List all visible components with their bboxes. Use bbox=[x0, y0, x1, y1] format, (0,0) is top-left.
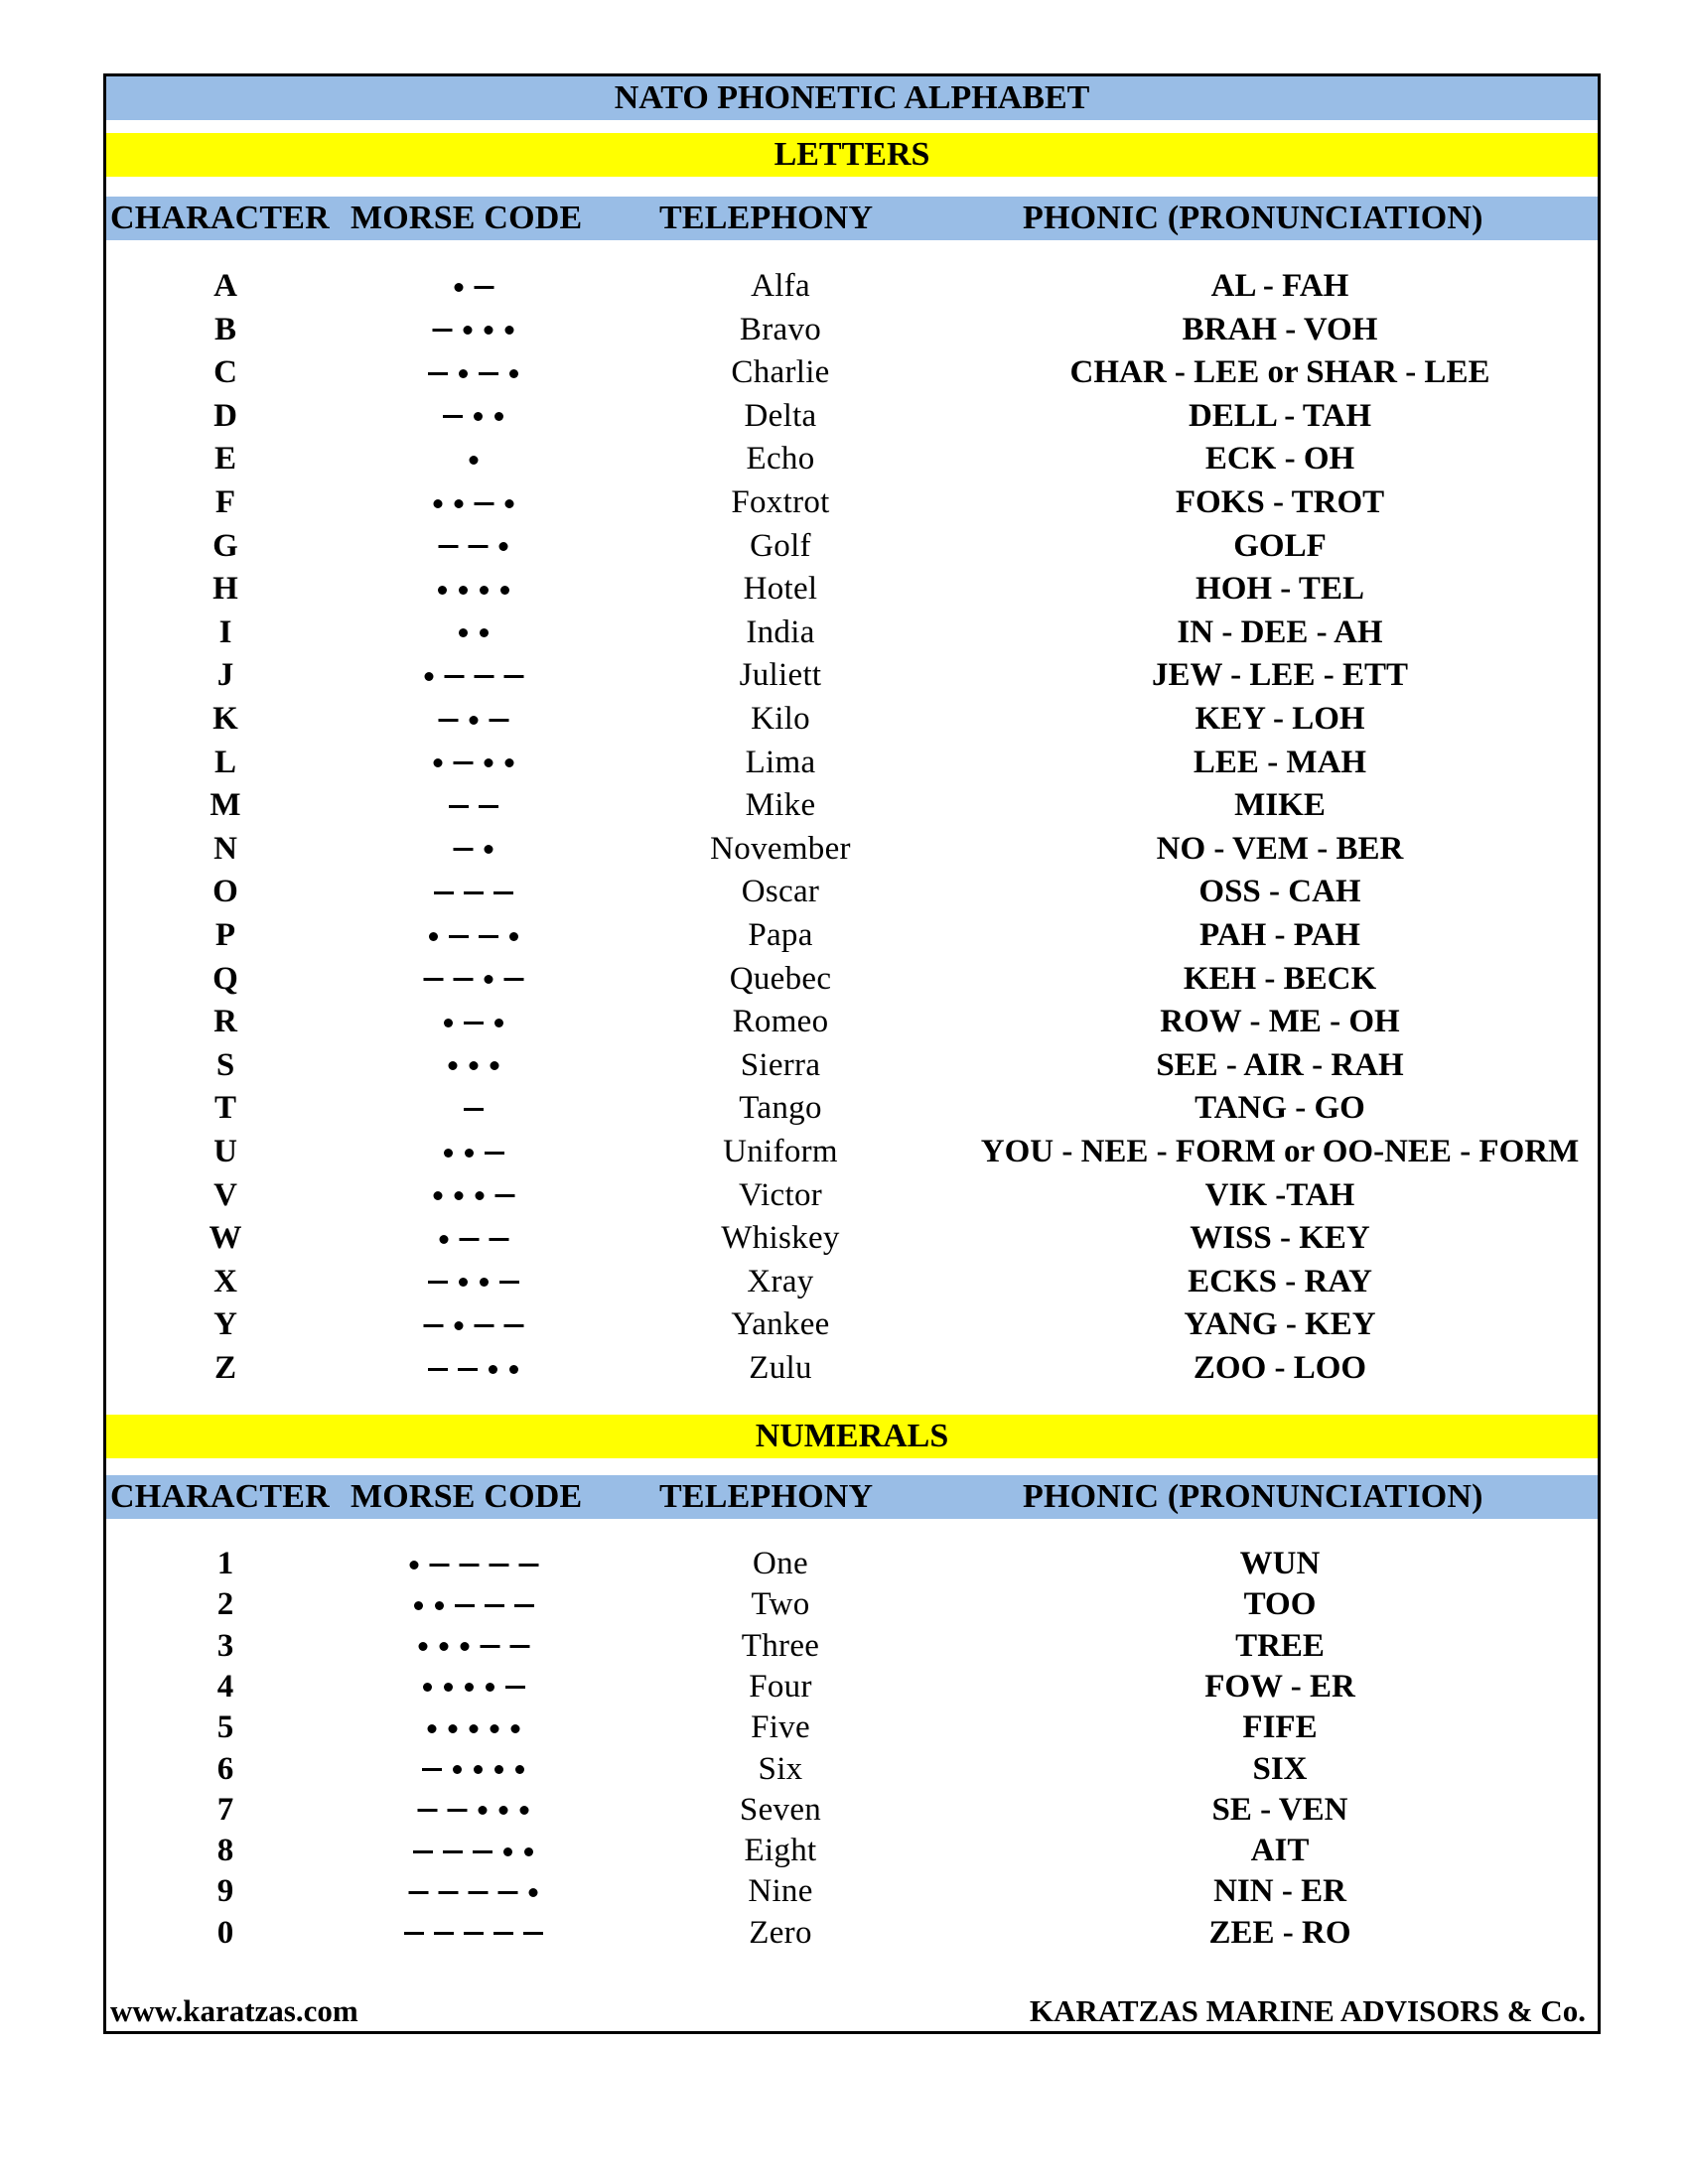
morse-dot bbox=[503, 1847, 512, 1856]
morse-dot bbox=[434, 499, 443, 508]
morse-dot bbox=[434, 1191, 443, 1200]
morse-dot bbox=[511, 1724, 520, 1733]
morse-dot bbox=[428, 1724, 437, 1733]
row-phonic: ECK - OH bbox=[1204, 441, 1355, 478]
morse-dash bbox=[460, 1238, 480, 1241]
morse-dot bbox=[429, 932, 438, 941]
morse-dot bbox=[494, 1019, 503, 1027]
letters-section-label: LETTERS bbox=[774, 136, 930, 173]
morse-dash bbox=[449, 805, 469, 808]
row-morse-code bbox=[413, 1628, 535, 1666]
morse-dash bbox=[464, 1932, 484, 1935]
page-title: NATO PHONETIC ALPHABET bbox=[614, 79, 1090, 116]
morse-dash bbox=[523, 1932, 543, 1935]
row-telephony: Sierra bbox=[740, 1046, 821, 1083]
morse-dash bbox=[443, 415, 463, 418]
row-phonic: IN - DEE - AH bbox=[1177, 614, 1383, 650]
row-character: I bbox=[218, 614, 232, 650]
row-telephony: Oscar bbox=[741, 874, 820, 910]
morse-dot bbox=[461, 1642, 470, 1651]
morse-dot bbox=[529, 1888, 538, 1897]
row-telephony: Delta bbox=[744, 397, 817, 434]
row-telephony: Romeo bbox=[732, 1004, 829, 1040]
morse-dot bbox=[505, 326, 514, 335]
row-character: 2 bbox=[216, 1586, 234, 1623]
column-header-morse: MORSE CODE bbox=[351, 1478, 583, 1515]
row-phonic: SEE - AIR - RAH bbox=[1156, 1046, 1404, 1083]
morse-dot bbox=[444, 1683, 453, 1692]
morse-dash bbox=[475, 502, 494, 505]
row-telephony: Alfa bbox=[751, 268, 810, 304]
row-morse-code bbox=[408, 1833, 539, 1870]
row-character: 7 bbox=[216, 1791, 234, 1828]
morse-dot bbox=[440, 1642, 449, 1651]
row-character: K bbox=[212, 701, 238, 737]
row-morse-code bbox=[423, 354, 524, 392]
row-character: R bbox=[213, 1004, 237, 1040]
morse-dash bbox=[428, 372, 448, 375]
row-character: N bbox=[213, 830, 237, 867]
row-morse-code bbox=[449, 268, 499, 306]
row-morse-code bbox=[428, 484, 520, 522]
morse-dash bbox=[439, 1891, 459, 1894]
row-telephony: Yankee bbox=[731, 1306, 830, 1343]
row-phonic: FOKS - TROT bbox=[1175, 484, 1385, 520]
row-telephony: One bbox=[753, 1546, 808, 1581]
row-character: S bbox=[215, 1046, 235, 1083]
row-morse-code bbox=[399, 1915, 548, 1953]
row-morse-code bbox=[419, 1306, 529, 1344]
morse-dot bbox=[438, 586, 447, 595]
morse-dash bbox=[479, 372, 498, 375]
row-phonic: KEH - BECK bbox=[1183, 960, 1377, 997]
morse-dot bbox=[494, 412, 503, 421]
row-character: L bbox=[213, 744, 237, 780]
row-phonic: YOU - NEE - FORM or OO-NEE - FORM bbox=[980, 1134, 1580, 1169]
row-phonic: NO - VEM - BER bbox=[1156, 830, 1404, 867]
morse-dot bbox=[449, 1061, 458, 1070]
row-phonic: TREE bbox=[1235, 1627, 1325, 1664]
morse-dot bbox=[485, 326, 493, 335]
row-telephony: Golf bbox=[750, 527, 811, 564]
row-morse-code bbox=[413, 1792, 535, 1830]
morse-dash bbox=[464, 1108, 484, 1111]
row-telephony: Zulu bbox=[749, 1350, 812, 1386]
morse-dash bbox=[433, 329, 453, 332]
row-character: E bbox=[213, 441, 237, 478]
row-phonic: YANG - KEY bbox=[1184, 1306, 1376, 1343]
row-phonic: HOH - TEL bbox=[1196, 571, 1364, 608]
morse-dash bbox=[404, 1932, 424, 1935]
morse-dot bbox=[459, 586, 468, 595]
row-morse-code bbox=[422, 1709, 526, 1747]
morse-dash bbox=[454, 761, 474, 764]
row-morse-code bbox=[423, 917, 524, 955]
morse-dash bbox=[418, 1809, 438, 1812]
morse-dash bbox=[481, 1645, 500, 1648]
row-character: M bbox=[210, 787, 241, 824]
morse-dot bbox=[474, 412, 483, 421]
footer-website[interactable]: www.karatzas.com bbox=[110, 1993, 358, 2028]
footer-company: KARATZAS MARINE ADVISORS & Co. bbox=[1029, 1993, 1586, 2028]
row-phonic: AIT bbox=[1250, 1833, 1310, 1869]
row-phonic: BRAH - VOH bbox=[1182, 311, 1378, 347]
row-phonic: NIN - ER bbox=[1213, 1873, 1346, 1910]
morse-dot bbox=[491, 1724, 499, 1733]
row-telephony: Nine bbox=[748, 1873, 813, 1910]
morse-dash bbox=[493, 1932, 513, 1935]
morse-dot bbox=[455, 283, 464, 292]
morse-dash bbox=[439, 545, 459, 548]
morse-dot bbox=[474, 1765, 483, 1774]
row-character: U bbox=[213, 1134, 237, 1169]
row-telephony: Echo bbox=[746, 441, 815, 478]
column-header-telephony: TELEPHONY bbox=[659, 200, 874, 236]
row-morse-code bbox=[423, 1264, 524, 1301]
row-morse-code bbox=[434, 1220, 514, 1258]
row-phonic: KEY - LOH bbox=[1195, 701, 1365, 737]
row-morse-code bbox=[419, 961, 529, 999]
row-phonic: VIK -TAH bbox=[1204, 1176, 1355, 1213]
row-phonic: AL - FAH bbox=[1210, 268, 1349, 304]
row-phonic: SIX bbox=[1252, 1750, 1308, 1787]
morse-dot bbox=[479, 1806, 488, 1815]
morse-dot bbox=[440, 1235, 449, 1244]
morse-dot bbox=[470, 1061, 479, 1070]
row-morse-code bbox=[429, 874, 518, 911]
morse-dot bbox=[486, 1683, 494, 1692]
morse-dot bbox=[480, 586, 489, 595]
column-header-phonic: PHONIC (PRONUNCIATION) bbox=[1023, 1478, 1483, 1515]
morse-dash bbox=[455, 1604, 475, 1607]
row-phonic: TANG - GO bbox=[1195, 1090, 1365, 1127]
morse-dot bbox=[464, 326, 473, 335]
morse-dot bbox=[470, 716, 479, 725]
row-telephony: India bbox=[746, 614, 815, 650]
morse-dot bbox=[509, 1365, 518, 1374]
row-morse-code bbox=[453, 614, 494, 652]
row-telephony: Hotel bbox=[743, 571, 818, 608]
row-phonic: WUN bbox=[1239, 1546, 1321, 1581]
row-phonic: TOO bbox=[1243, 1586, 1317, 1623]
morse-dash bbox=[519, 1564, 539, 1567]
morse-dash bbox=[458, 1368, 478, 1371]
morse-dot bbox=[499, 1806, 508, 1815]
morse-dash bbox=[505, 1686, 525, 1689]
morse-dash bbox=[495, 1194, 515, 1197]
morse-dot bbox=[494, 1765, 503, 1774]
morse-dash bbox=[479, 805, 498, 808]
row-telephony: Uniform bbox=[723, 1134, 838, 1169]
morse-dash bbox=[422, 1768, 442, 1771]
morse-dot bbox=[509, 369, 518, 378]
morse-dot bbox=[515, 1765, 524, 1774]
morse-dot bbox=[509, 932, 518, 941]
row-character: Y bbox=[213, 1306, 237, 1343]
row-character: X bbox=[213, 1263, 237, 1299]
morse-dash bbox=[445, 675, 465, 678]
morse-dash bbox=[409, 1891, 429, 1894]
morse-dash bbox=[490, 1238, 509, 1241]
morse-dot bbox=[459, 628, 468, 637]
morse-dash bbox=[469, 1891, 489, 1894]
morse-dot bbox=[505, 758, 514, 767]
row-phonic: PAH - PAH bbox=[1199, 917, 1360, 953]
row-character: Q bbox=[212, 960, 238, 997]
row-morse-code bbox=[434, 528, 514, 566]
morse-dot bbox=[524, 1847, 533, 1856]
column-header-phonic: PHONIC (PRONUNCIATION) bbox=[1023, 200, 1483, 236]
morse-dash bbox=[498, 1891, 518, 1894]
row-telephony: Eight bbox=[744, 1833, 817, 1869]
morse-dash bbox=[449, 935, 469, 938]
morse-dash bbox=[454, 978, 474, 981]
row-character: C bbox=[213, 354, 237, 391]
row-morse-code bbox=[434, 701, 514, 739]
row-phonic: GOLF bbox=[1233, 527, 1327, 564]
row-character: 9 bbox=[216, 1873, 234, 1910]
row-phonic: FIFE bbox=[1242, 1709, 1318, 1746]
morse-dash bbox=[464, 891, 484, 894]
morse-dot bbox=[470, 1724, 479, 1733]
morse-dot bbox=[444, 1149, 453, 1158]
row-morse-code bbox=[404, 1873, 544, 1911]
morse-dot bbox=[410, 1561, 419, 1570]
row-morse-code bbox=[404, 1546, 544, 1583]
row-character: J bbox=[216, 657, 234, 694]
row-telephony: Two bbox=[751, 1586, 810, 1623]
letters-section-bar bbox=[106, 133, 1598, 177]
row-telephony: Three bbox=[741, 1627, 820, 1664]
row-telephony: Papa bbox=[748, 917, 813, 953]
morse-dot bbox=[480, 1278, 489, 1287]
row-phonic: FOW - ER bbox=[1204, 1668, 1355, 1705]
morse-dash bbox=[490, 719, 509, 722]
morse-dash bbox=[443, 1850, 463, 1853]
morse-dot bbox=[491, 1061, 499, 1070]
row-morse-code bbox=[432, 571, 515, 609]
row-character: 5 bbox=[216, 1709, 234, 1746]
row-morse-code bbox=[459, 1090, 489, 1128]
row-telephony: Juliett bbox=[739, 657, 822, 694]
row-telephony: November bbox=[710, 830, 851, 867]
row-telephony: Seven bbox=[739, 1791, 822, 1828]
morse-dot bbox=[455, 1321, 464, 1330]
row-phonic: ZEE - RO bbox=[1208, 1914, 1351, 1951]
row-phonic: OSS - CAH bbox=[1198, 874, 1361, 910]
numerals-column-header bbox=[106, 1475, 1598, 1519]
letters-column-header bbox=[106, 197, 1598, 240]
row-morse-code bbox=[443, 1047, 505, 1085]
morse-dash bbox=[493, 891, 513, 894]
morse-dot bbox=[505, 499, 514, 508]
morse-dash bbox=[439, 719, 459, 722]
morse-dot bbox=[435, 1601, 444, 1610]
morse-dot bbox=[476, 1191, 485, 1200]
row-telephony: Mike bbox=[745, 787, 816, 824]
morse-dot bbox=[520, 1806, 529, 1815]
morse-dash bbox=[424, 978, 444, 981]
morse-dash bbox=[413, 1850, 433, 1853]
row-morse-code bbox=[423, 1350, 524, 1388]
morse-dot bbox=[425, 672, 434, 681]
column-header-morse: MORSE CODE bbox=[351, 200, 583, 236]
morse-dot bbox=[419, 1642, 428, 1651]
morse-dash bbox=[499, 1281, 519, 1284]
morse-dash bbox=[434, 891, 454, 894]
row-character: Z bbox=[213, 1350, 237, 1386]
morse-dash bbox=[460, 1564, 480, 1567]
morse-dash bbox=[424, 1324, 444, 1327]
row-telephony: Foxtrot bbox=[731, 484, 830, 520]
row-character: D bbox=[213, 397, 237, 434]
row-telephony: Victor bbox=[738, 1176, 823, 1213]
morse-dash bbox=[448, 1809, 468, 1812]
morse-dot bbox=[500, 586, 509, 595]
morse-dot bbox=[434, 758, 443, 767]
row-phonic: ECKS - RAY bbox=[1188, 1263, 1372, 1299]
row-character: W bbox=[209, 1220, 242, 1257]
morse-dot bbox=[485, 975, 493, 984]
row-telephony: Xray bbox=[747, 1263, 814, 1299]
morse-dash bbox=[510, 1645, 530, 1648]
phonetic-alphabet-sheet bbox=[103, 73, 1601, 2034]
morse-dot bbox=[485, 758, 493, 767]
row-character: 4 bbox=[216, 1668, 234, 1705]
morse-dot bbox=[485, 845, 493, 854]
row-telephony: Whiskey bbox=[721, 1220, 840, 1257]
title-bar bbox=[106, 76, 1598, 120]
row-phonic: JEW - LEE - ETT bbox=[1152, 657, 1408, 694]
row-phonic: LEE - MAH bbox=[1193, 744, 1367, 780]
morse-dash bbox=[430, 1564, 450, 1567]
row-morse-code bbox=[408, 1586, 539, 1624]
morse-dash bbox=[475, 1324, 494, 1327]
row-character: 6 bbox=[216, 1750, 234, 1787]
morse-dash bbox=[475, 675, 494, 678]
morse-dash bbox=[485, 1152, 504, 1155]
row-character: V bbox=[213, 1176, 237, 1213]
morse-dot bbox=[480, 628, 489, 637]
morse-dash bbox=[504, 675, 524, 678]
morse-dot bbox=[470, 456, 479, 465]
row-telephony: Bravo bbox=[739, 311, 822, 347]
row-character: B bbox=[213, 311, 237, 347]
row-phonic: SE - VEN bbox=[1211, 1791, 1348, 1828]
row-morse-code bbox=[419, 657, 529, 695]
row-morse-code bbox=[464, 441, 485, 478]
row-morse-code bbox=[428, 1177, 520, 1215]
morse-dot bbox=[459, 369, 468, 378]
numerals-section-bar bbox=[106, 1415, 1598, 1458]
row-telephony: Five bbox=[751, 1709, 810, 1746]
row-telephony: Quebec bbox=[729, 960, 832, 997]
morse-dash bbox=[473, 1850, 492, 1853]
numerals-section-label: NUMERALS bbox=[755, 1418, 949, 1454]
row-morse-code bbox=[428, 745, 520, 782]
row-phonic: WISS - KEY bbox=[1190, 1220, 1370, 1257]
row-character: O bbox=[212, 874, 238, 910]
row-phonic: CHAR - LEE or SHAR - LEE bbox=[1069, 354, 1490, 391]
row-phonic: DELL - TAH bbox=[1189, 397, 1371, 434]
morse-dot bbox=[459, 1278, 468, 1287]
morse-dot bbox=[465, 1149, 474, 1158]
row-character: A bbox=[213, 268, 237, 304]
row-morse-code bbox=[417, 1751, 530, 1789]
morse-dot bbox=[423, 1683, 432, 1692]
morse-dot bbox=[453, 1765, 462, 1774]
row-character: F bbox=[214, 484, 236, 520]
morse-dash bbox=[428, 1368, 448, 1371]
row-morse-code bbox=[449, 831, 499, 869]
column-header-character: CHARACTER bbox=[110, 200, 330, 236]
row-character: H bbox=[212, 571, 238, 608]
row-character: T bbox=[213, 1090, 237, 1127]
row-telephony: Lima bbox=[745, 744, 816, 780]
morse-dot bbox=[455, 1191, 464, 1200]
column-header-character: CHARACTER bbox=[110, 1478, 330, 1515]
column-header-telephony: TELEPHONY bbox=[659, 1478, 874, 1515]
row-morse-code bbox=[444, 787, 503, 825]
row-morse-code bbox=[428, 312, 520, 349]
morse-dot bbox=[414, 1601, 423, 1610]
row-morse-code bbox=[417, 1669, 530, 1706]
morse-dot bbox=[444, 1019, 453, 1027]
row-telephony: Charlie bbox=[731, 354, 830, 391]
morse-dash bbox=[485, 1604, 504, 1607]
row-telephony: Four bbox=[749, 1668, 812, 1705]
morse-dash bbox=[428, 1281, 448, 1284]
morse-dot bbox=[465, 1683, 474, 1692]
morse-dash bbox=[454, 848, 474, 851]
row-morse-code bbox=[438, 398, 509, 436]
row-phonic: ROW - ME - OH bbox=[1160, 1004, 1400, 1040]
row-character: 0 bbox=[216, 1914, 234, 1951]
morse-dash bbox=[475, 286, 494, 289]
morse-dot bbox=[455, 499, 464, 508]
morse-dash bbox=[479, 935, 498, 938]
morse-dash bbox=[504, 1324, 524, 1327]
morse-dot bbox=[499, 542, 508, 551]
row-morse-code bbox=[438, 1134, 509, 1171]
morse-dash bbox=[504, 978, 524, 981]
row-character: 8 bbox=[216, 1833, 234, 1869]
row-telephony: Six bbox=[758, 1750, 803, 1787]
row-morse-code bbox=[438, 1004, 509, 1041]
row-telephony: Tango bbox=[739, 1090, 822, 1127]
morse-dash bbox=[514, 1604, 534, 1607]
morse-dash bbox=[464, 1022, 484, 1024]
row-character: G bbox=[212, 527, 238, 564]
morse-dash bbox=[490, 1564, 509, 1567]
morse-dot bbox=[449, 1724, 458, 1733]
morse-dash bbox=[469, 545, 489, 548]
row-phonic: ZOO - LOO bbox=[1193, 1350, 1367, 1386]
row-telephony: Kilo bbox=[751, 701, 810, 737]
row-character: 1 bbox=[216, 1546, 234, 1581]
morse-dot bbox=[489, 1365, 497, 1374]
row-character: P bbox=[214, 917, 236, 953]
row-phonic: MIKE bbox=[1234, 787, 1326, 824]
row-character: 3 bbox=[216, 1627, 234, 1664]
morse-dash bbox=[434, 1932, 454, 1935]
row-telephony: Zero bbox=[749, 1914, 812, 1951]
